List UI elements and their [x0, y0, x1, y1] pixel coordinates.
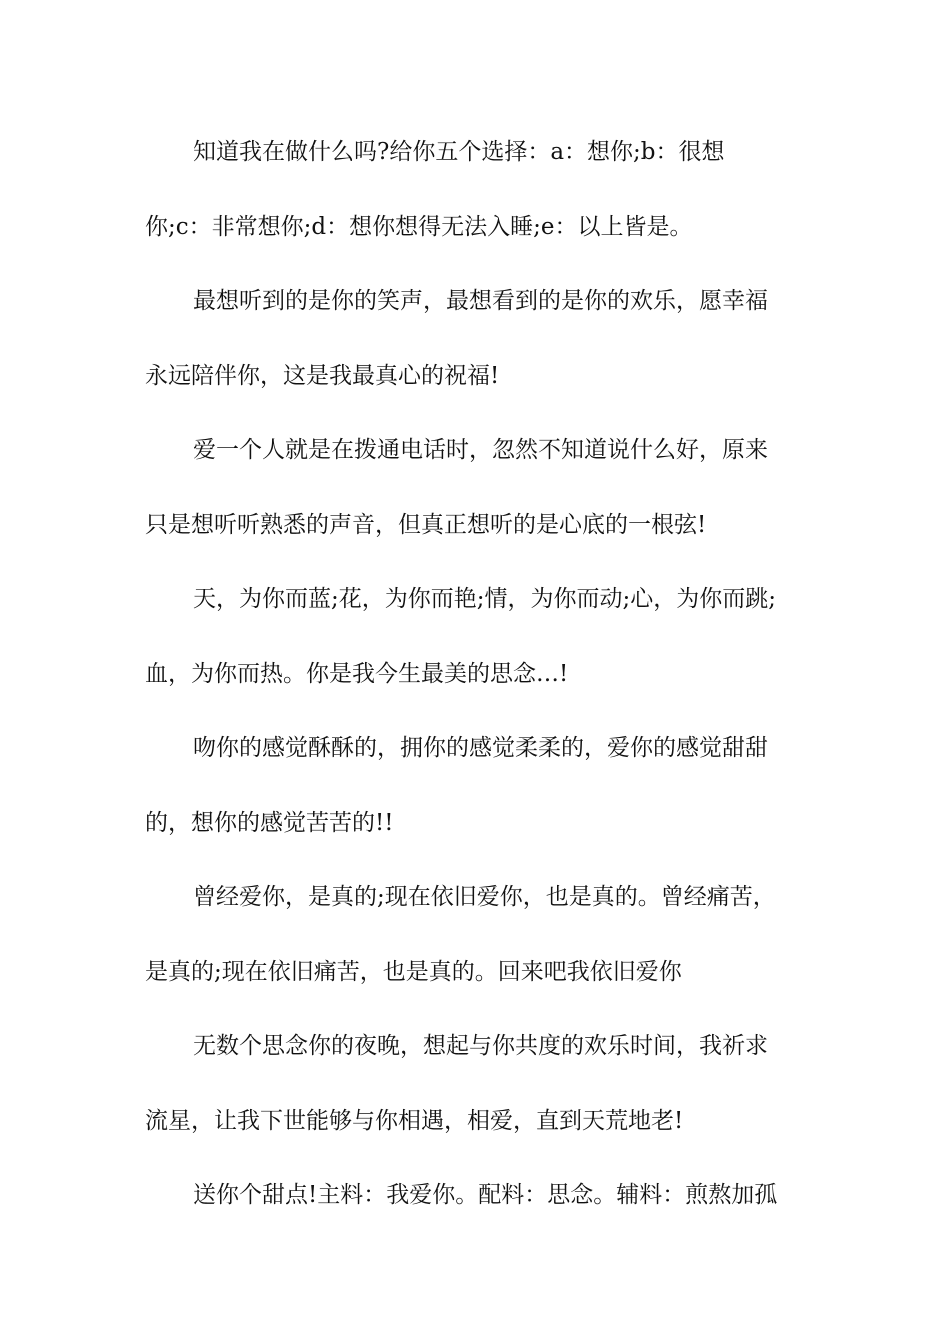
paragraph-6-line-1: 曾经爱你，是真的;现在依旧爱你，也是真的。曾经痛苦， [193, 884, 776, 910]
paragraph-3-line-2: 只是想听听熟悉的声音，但真正想听的是心底的一根弦! [145, 512, 707, 538]
paragraph-7-line-1: 无数个思念你的夜晚，想起与你共度的欢乐时间，我祈求 [193, 1033, 768, 1059]
paragraph-6-line-2: 是真的;现在依旧痛苦，也是真的。回来吧我依旧爱你 [145, 959, 682, 985]
paragraph-5-line-2: 的，想你的感觉苦苦的!! [145, 810, 394, 836]
paragraph-2-line-1: 最想听到的是你的笑声，最想看到的是你的欢乐，愿幸福 [193, 288, 768, 314]
paragraph-5-line-1: 吻你的感觉酥酥的，拥你的感觉柔柔的，爱你的感觉甜甜 [193, 735, 768, 761]
paragraph-4-line-2: 血，为你而热。你是我今生最美的思念…! [145, 661, 569, 687]
paragraph-1-line-2: 你;c：非常想你;d：想你想得无法入睡;e：以上皆是。 [145, 214, 693, 240]
paragraph-3-line-1: 爱一个人就是在拨通电话时，忽然不知道说什么好，原来 [193, 437, 768, 463]
paragraph-8-line-1: 送你个甜点!主料：我爱你。配料：思念。辅料：煎熬加孤 [193, 1182, 778, 1208]
paragraph-4-line-1: 天，为你而蓝;花，为你而艳;情，为你而动;心，为你而跳; [193, 586, 776, 612]
paragraph-2-line-2: 永远陪伴你，这是我最真心的祝福! [145, 363, 500, 389]
paragraph-1-line-1: 知道我在做什么吗?给你五个选择：a：想你;b：很想 [193, 139, 725, 165]
paragraph-7-line-2: 流星，让我下世能够与你相遇，相爱，直到天荒地老! [145, 1108, 684, 1134]
